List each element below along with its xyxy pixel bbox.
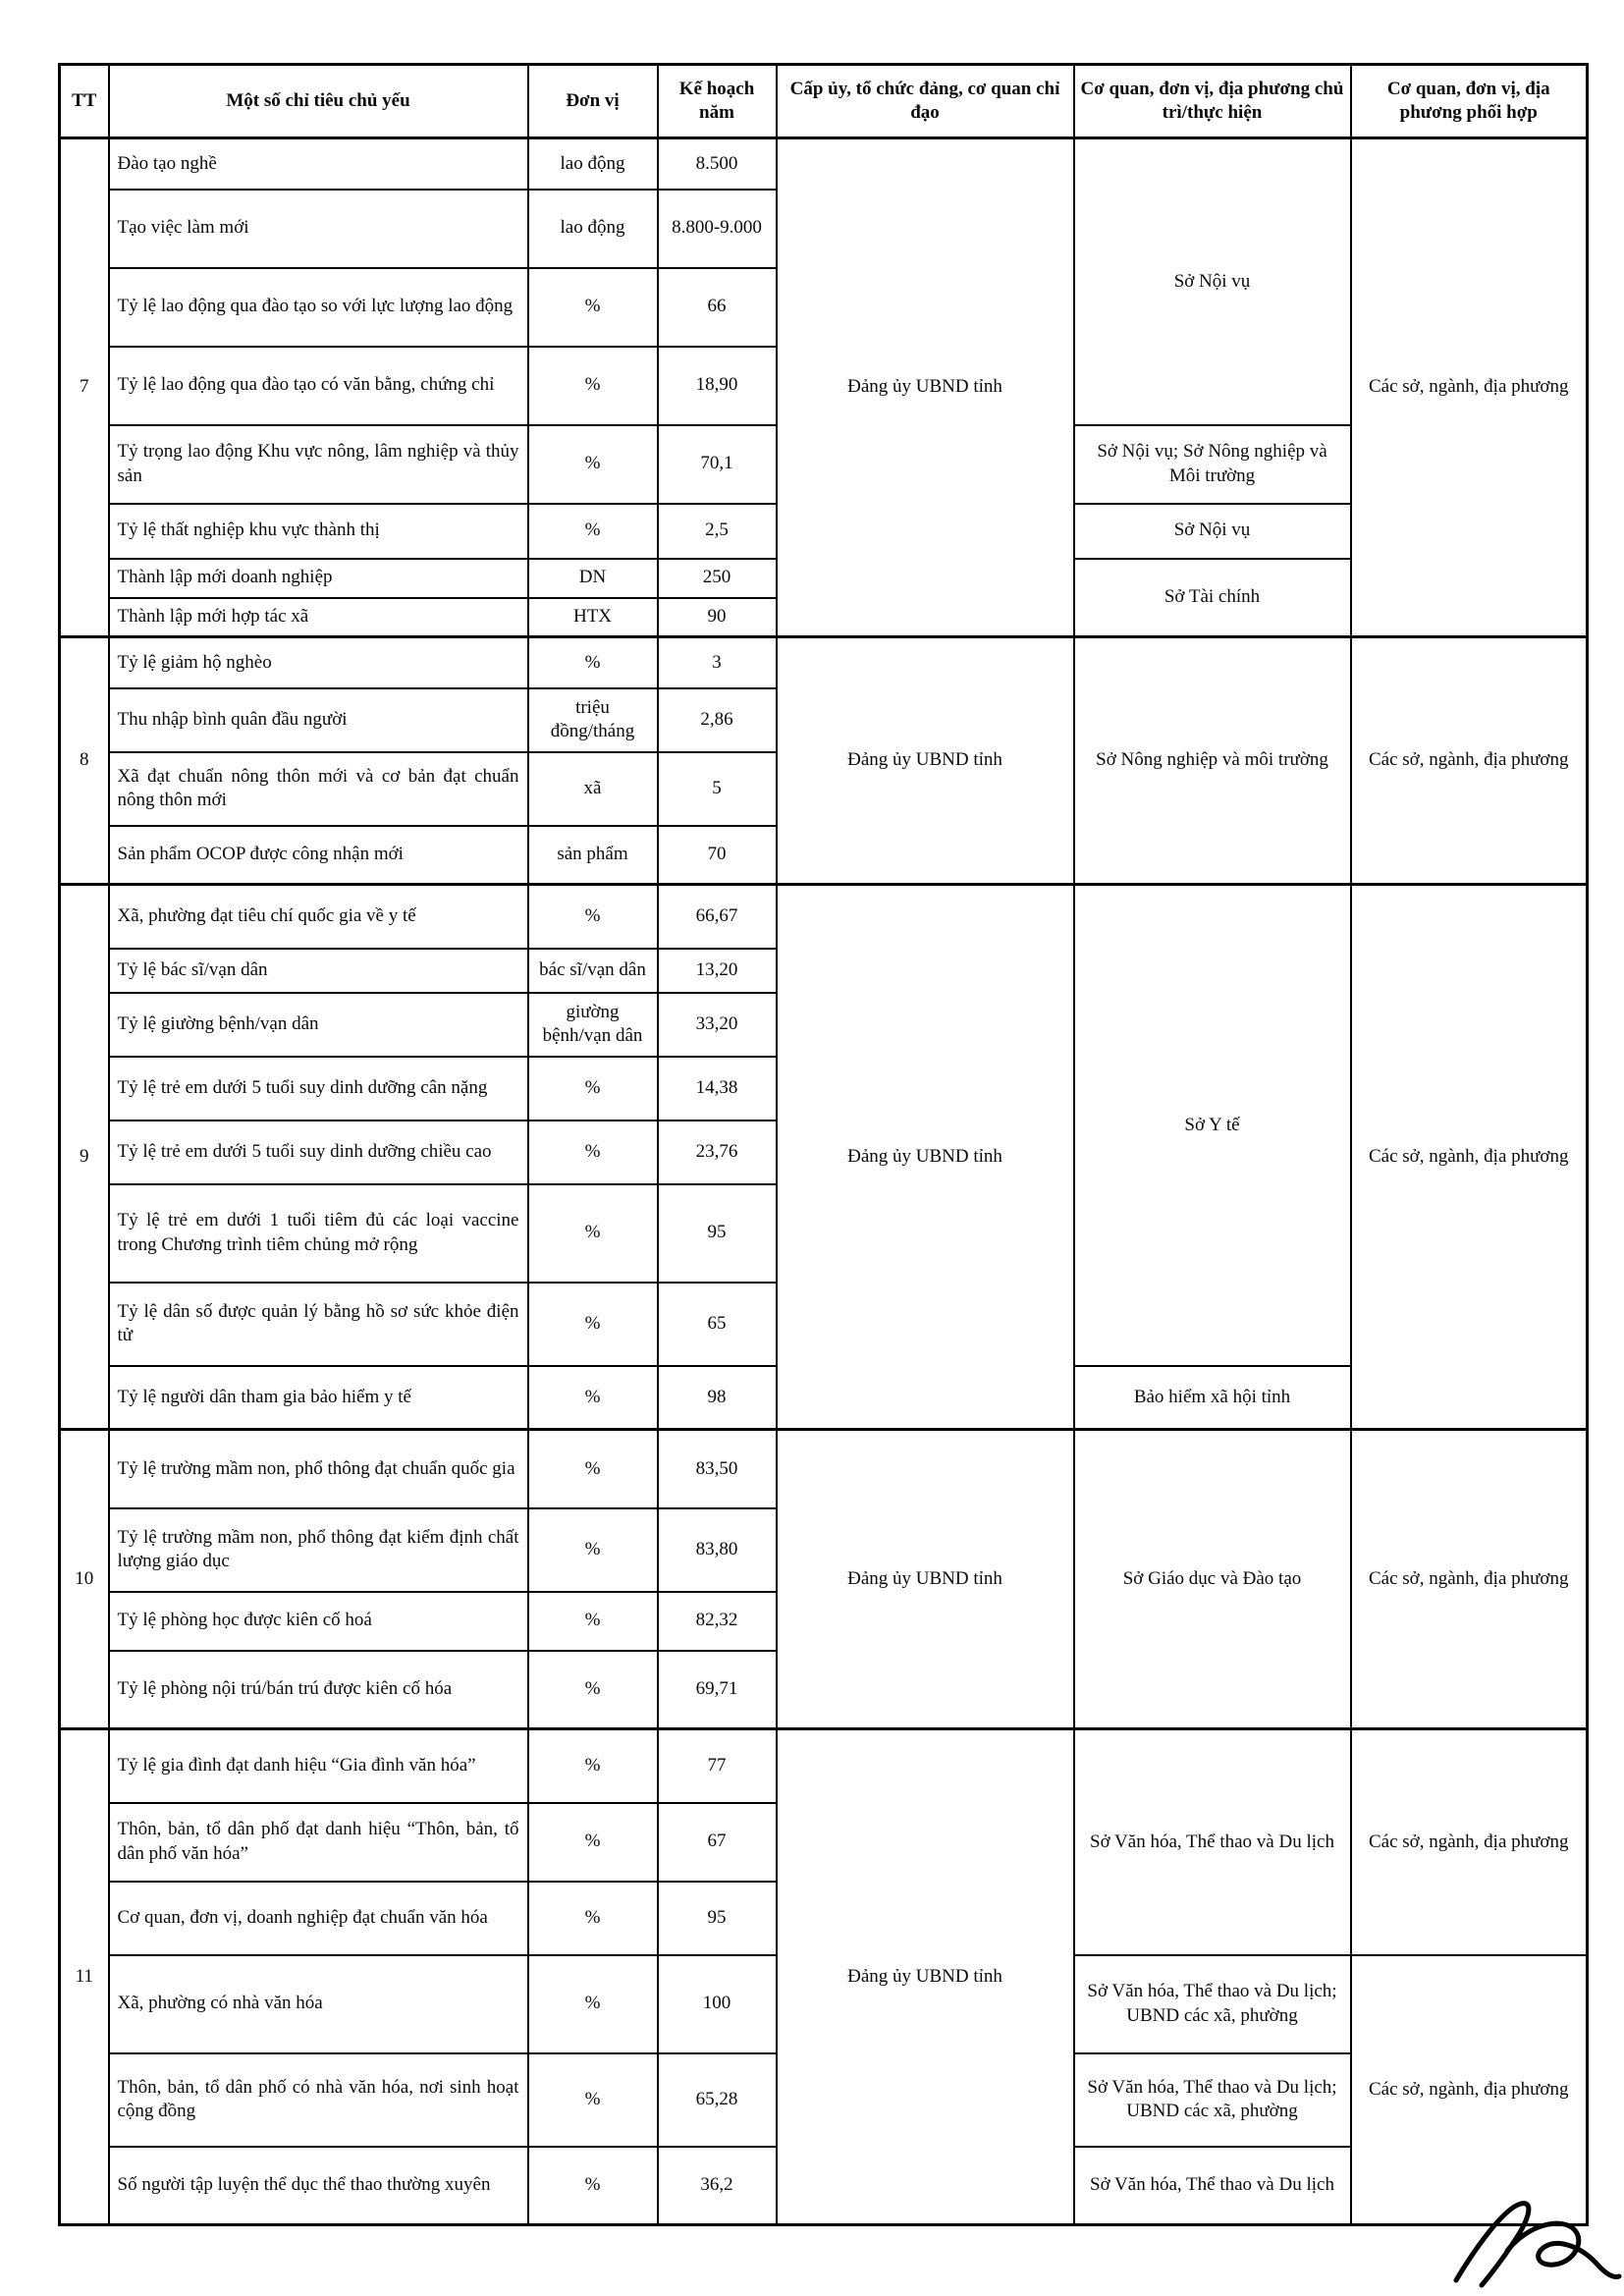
chutri-cell: Sở Văn hóa, Thể thao và Du lịch; UBND các xã, phường <box>1074 1955 1351 2053</box>
chutri-cell: Sở Nội vụ; Sở Nông nghiệp và Môi trường <box>1074 425 1351 504</box>
plan-cell: 13,20 <box>658 949 777 993</box>
unit-cell: % <box>528 347 658 425</box>
plan-cell: 69,71 <box>658 1651 777 1729</box>
unit-cell: % <box>528 2053 658 2147</box>
indicator-label: Sản phẩm OCOP được công nhận mới <box>109 826 528 885</box>
phoihop-cell: Các sở, ngành, địa phương <box>1351 885 1588 1430</box>
indicator-label: Tỷ lệ lao động qua đào tạo so với lực lượng lao động <box>109 268 528 347</box>
table-row <box>60 637 1588 688</box>
indicator-label: Tỷ lệ gia đình đạt danh hiệu “Gia đình văn hóa” <box>109 1729 528 1803</box>
unit-cell: % <box>528 1508 658 1592</box>
phoihop-cell: Các sở, ngành, địa phương <box>1351 138 1588 637</box>
capuy-cell: Đảng ủy UBND tỉnh <box>777 1430 1074 1729</box>
indicator-label: Thành lập mới hợp tác xã <box>109 598 528 637</box>
chutri-cell: Sở Nội vụ <box>1074 504 1351 559</box>
plan-cell: 23,76 <box>658 1121 777 1184</box>
plan-cell: 250 <box>658 559 777 598</box>
table-header-row <box>60 65 1588 138</box>
unit-cell: % <box>528 1729 658 1803</box>
plan-table <box>58 63 1589 2226</box>
phoihop-cell: Các sở, ngành, địa phương <box>1351 1955 1588 2225</box>
table-row <box>60 138 1588 190</box>
phoihop-cell: Các sở, ngành, địa phương <box>1351 637 1588 885</box>
indicator-label: Tỷ lệ dân số được quản lý bằng hồ sơ sức khỏe điện tử <box>109 1283 528 1366</box>
chutri-cell: Sở Văn hóa, Thể thao và Du lịch <box>1074 1729 1351 1955</box>
unit-cell: % <box>528 1592 658 1651</box>
unit-cell: lao động <box>528 190 658 268</box>
capuy-cell: Đảng ủy UBND tỉnh <box>777 1729 1074 2225</box>
unit-cell: % <box>528 1955 658 2053</box>
plan-cell: 70,1 <box>658 425 777 504</box>
col-header-indicator: Một số chỉ tiêu chủ yếu <box>109 65 528 138</box>
unit-cell: lao động <box>528 138 658 190</box>
plan-cell: 82,32 <box>658 1592 777 1651</box>
unit-cell: % <box>528 1651 658 1729</box>
unit-cell: % <box>528 1366 658 1430</box>
indicator-label: Xã, phường đạt tiêu chí quốc gia về y tế <box>109 885 528 949</box>
capuy-cell: Đảng ủy UBND tỉnh <box>777 637 1074 885</box>
capuy-cell: Đảng ủy UBND tỉnh <box>777 138 1074 637</box>
chutri-cell: Sở Tài chính <box>1074 559 1351 637</box>
unit-cell: % <box>528 2147 658 2225</box>
indicator-label: Tỷ lệ trẻ em dưới 1 tuổi tiêm đủ các loại vaccine trong Chương trình tiêm chủng mở rộng <box>109 1184 528 1283</box>
unit-cell: % <box>528 268 658 347</box>
chutri-cell: Sở Văn hóa, Thể thao và Du lịch <box>1074 2147 1351 2225</box>
unit-cell: giường bệnh/vạn dân <box>528 993 658 1057</box>
indicator-label: Cơ quan, đơn vị, doanh nghiệp đạt chuẩn văn hóa <box>109 1882 528 1955</box>
plan-cell: 8.500 <box>658 138 777 190</box>
unit-cell: bác sĩ/vạn dân <box>528 949 658 993</box>
indicator-label: Tỷ lệ trẻ em dưới 5 tuổi suy dinh dưỡng chiều cao <box>109 1121 528 1184</box>
unit-cell: % <box>528 1283 658 1366</box>
col-header-unit: Đơn vị <box>528 65 658 138</box>
indicator-label: Số người tập luyện thể dục thể thao thường xuyên <box>109 2147 528 2225</box>
unit-cell: % <box>528 425 658 504</box>
unit-cell: HTX <box>528 598 658 637</box>
capuy-cell: Đảng ủy UBND tỉnh <box>777 885 1074 1430</box>
plan-cell: 70 <box>658 826 777 885</box>
phoihop-cell: Các sở, ngành, địa phương <box>1351 1729 1588 1955</box>
plan-cell: 65,28 <box>658 2053 777 2147</box>
table-row <box>60 1430 1588 1508</box>
plan-cell: 5 <box>658 752 777 826</box>
tt-cell: 11 <box>60 1729 109 2225</box>
chutri-cell: Bảo hiểm xã hội tỉnh <box>1074 1366 1351 1430</box>
plan-cell: 2,5 <box>658 504 777 559</box>
unit-cell: xã <box>528 752 658 826</box>
indicator-label: Thành lập mới doanh nghiệp <box>109 559 528 598</box>
indicator-label: Tỷ trọng lao động Khu vực nông, lâm nghiệp và thủy sản <box>109 425 528 504</box>
plan-cell: 95 <box>658 1184 777 1283</box>
chutri-cell: Sở Giáo dục và Đào tạo <box>1074 1430 1351 1729</box>
unit-cell: % <box>528 637 658 688</box>
col-header-phoihop: Cơ quan, đơn vị, địa phương phối hợp <box>1351 65 1588 138</box>
unit-cell: % <box>528 1121 658 1184</box>
indicator-label: Đào tạo nghề <box>109 138 528 190</box>
plan-cell: 3 <box>658 637 777 688</box>
plan-cell: 66,67 <box>658 885 777 949</box>
indicator-label: Tỷ lệ phòng nội trú/bán trú được kiên cố hóa <box>109 1651 528 1729</box>
col-header-plan: Kế hoạch năm <box>658 65 777 138</box>
unit-cell: % <box>528 1184 658 1283</box>
indicator-label: Xã đạt chuẩn nông thôn mới và cơ bản đạt chuẩn nông thôn mới <box>109 752 528 826</box>
plan-cell: 65 <box>658 1283 777 1366</box>
col-header-chutri: Cơ quan, đơn vị, địa phương chủ trì/thực hiện <box>1074 65 1351 138</box>
plan-cell: 66 <box>658 268 777 347</box>
indicator-label: Tỷ lệ trường mầm non, phổ thông đạt chuẩn quốc gia <box>109 1430 528 1508</box>
signature-scribble-icon <box>1438 2190 1624 2293</box>
plan-cell: 83,80 <box>658 1508 777 1592</box>
plan-cell: 36,2 <box>658 2147 777 2225</box>
plan-cell: 77 <box>658 1729 777 1803</box>
indicator-label: Tạo việc làm mới <box>109 190 528 268</box>
table-row <box>60 1729 1588 1803</box>
indicator-label: Tỷ lệ trẻ em dưới 5 tuổi suy dinh dưỡng cân nặng <box>109 1057 528 1121</box>
plan-cell: 95 <box>658 1882 777 1955</box>
plan-cell: 90 <box>658 598 777 637</box>
unit-cell: sản phẩm <box>528 826 658 885</box>
col-header-tt: TT <box>60 65 109 138</box>
plan-cell: 100 <box>658 1955 777 2053</box>
plan-cell: 14,38 <box>658 1057 777 1121</box>
tt-cell: 7 <box>60 138 109 637</box>
plan-cell: 83,50 <box>658 1430 777 1508</box>
indicator-label: Tỷ lệ giảm hộ nghèo <box>109 637 528 688</box>
chutri-cell: Sở Nông nghiệp và môi trường <box>1074 637 1351 885</box>
chutri-cell: Sở Y tế <box>1074 885 1351 1366</box>
chutri-cell: Sở Nội vụ <box>1074 138 1351 425</box>
plan-cell: 2,86 <box>658 688 777 752</box>
tt-cell: 8 <box>60 637 109 885</box>
tt-cell: 9 <box>60 885 109 1430</box>
plan-cell: 67 <box>658 1803 777 1882</box>
indicator-label: Thôn, bản, tổ dân phố có nhà văn hóa, nơi sinh hoạt cộng đồng <box>109 2053 528 2147</box>
unit-cell: % <box>528 1882 658 1955</box>
indicator-label: Tỷ lệ thất nghiệp khu vực thành thị <box>109 504 528 559</box>
unit-cell: % <box>528 1430 658 1508</box>
indicator-label: Xã, phường có nhà văn hóa <box>109 1955 528 2053</box>
unit-cell: % <box>528 504 658 559</box>
chutri-cell: Sở Văn hóa, Thể thao và Du lịch; UBND các xã, phường <box>1074 2053 1351 2147</box>
unit-cell: DN <box>528 559 658 598</box>
indicator-label: Thu nhập bình quân đầu người <box>109 688 528 752</box>
unit-cell: % <box>528 1057 658 1121</box>
plan-cell: 33,20 <box>658 993 777 1057</box>
indicator-label: Tỷ lệ phòng học được kiên cố hoá <box>109 1592 528 1651</box>
plan-cell: 98 <box>658 1366 777 1430</box>
unit-cell: triệu đồng/tháng <box>528 688 658 752</box>
table-row <box>60 885 1588 949</box>
col-header-capuy: Cấp ủy, tổ chức đảng, cơ quan chỉ đạo <box>777 65 1074 138</box>
tt-cell: 10 <box>60 1430 109 1729</box>
indicator-label: Tỷ lệ giường bệnh/vạn dân <box>109 993 528 1057</box>
plan-cell: 8.800-9.000 <box>658 190 777 268</box>
indicator-label: Thôn, bản, tổ dân phố đạt danh hiệu “Thôn, bản, tổ dân phố văn hóa” <box>109 1803 528 1882</box>
indicator-label: Tỷ lệ người dân tham gia bảo hiểm y tế <box>109 1366 528 1430</box>
unit-cell: % <box>528 885 658 949</box>
phoihop-cell: Các sở, ngành, địa phương <box>1351 1430 1588 1729</box>
plan-cell: 18,90 <box>658 347 777 425</box>
unit-cell: % <box>528 1803 658 1882</box>
indicator-label: Tỷ lệ lao động qua đào tạo có văn bằng, chứng chỉ <box>109 347 528 425</box>
indicator-label: Tỷ lệ trường mầm non, phổ thông đạt kiểm định chất lượng giáo dục <box>109 1508 528 1592</box>
indicator-label: Tỷ lệ bác sĩ/vạn dân <box>109 949 528 993</box>
